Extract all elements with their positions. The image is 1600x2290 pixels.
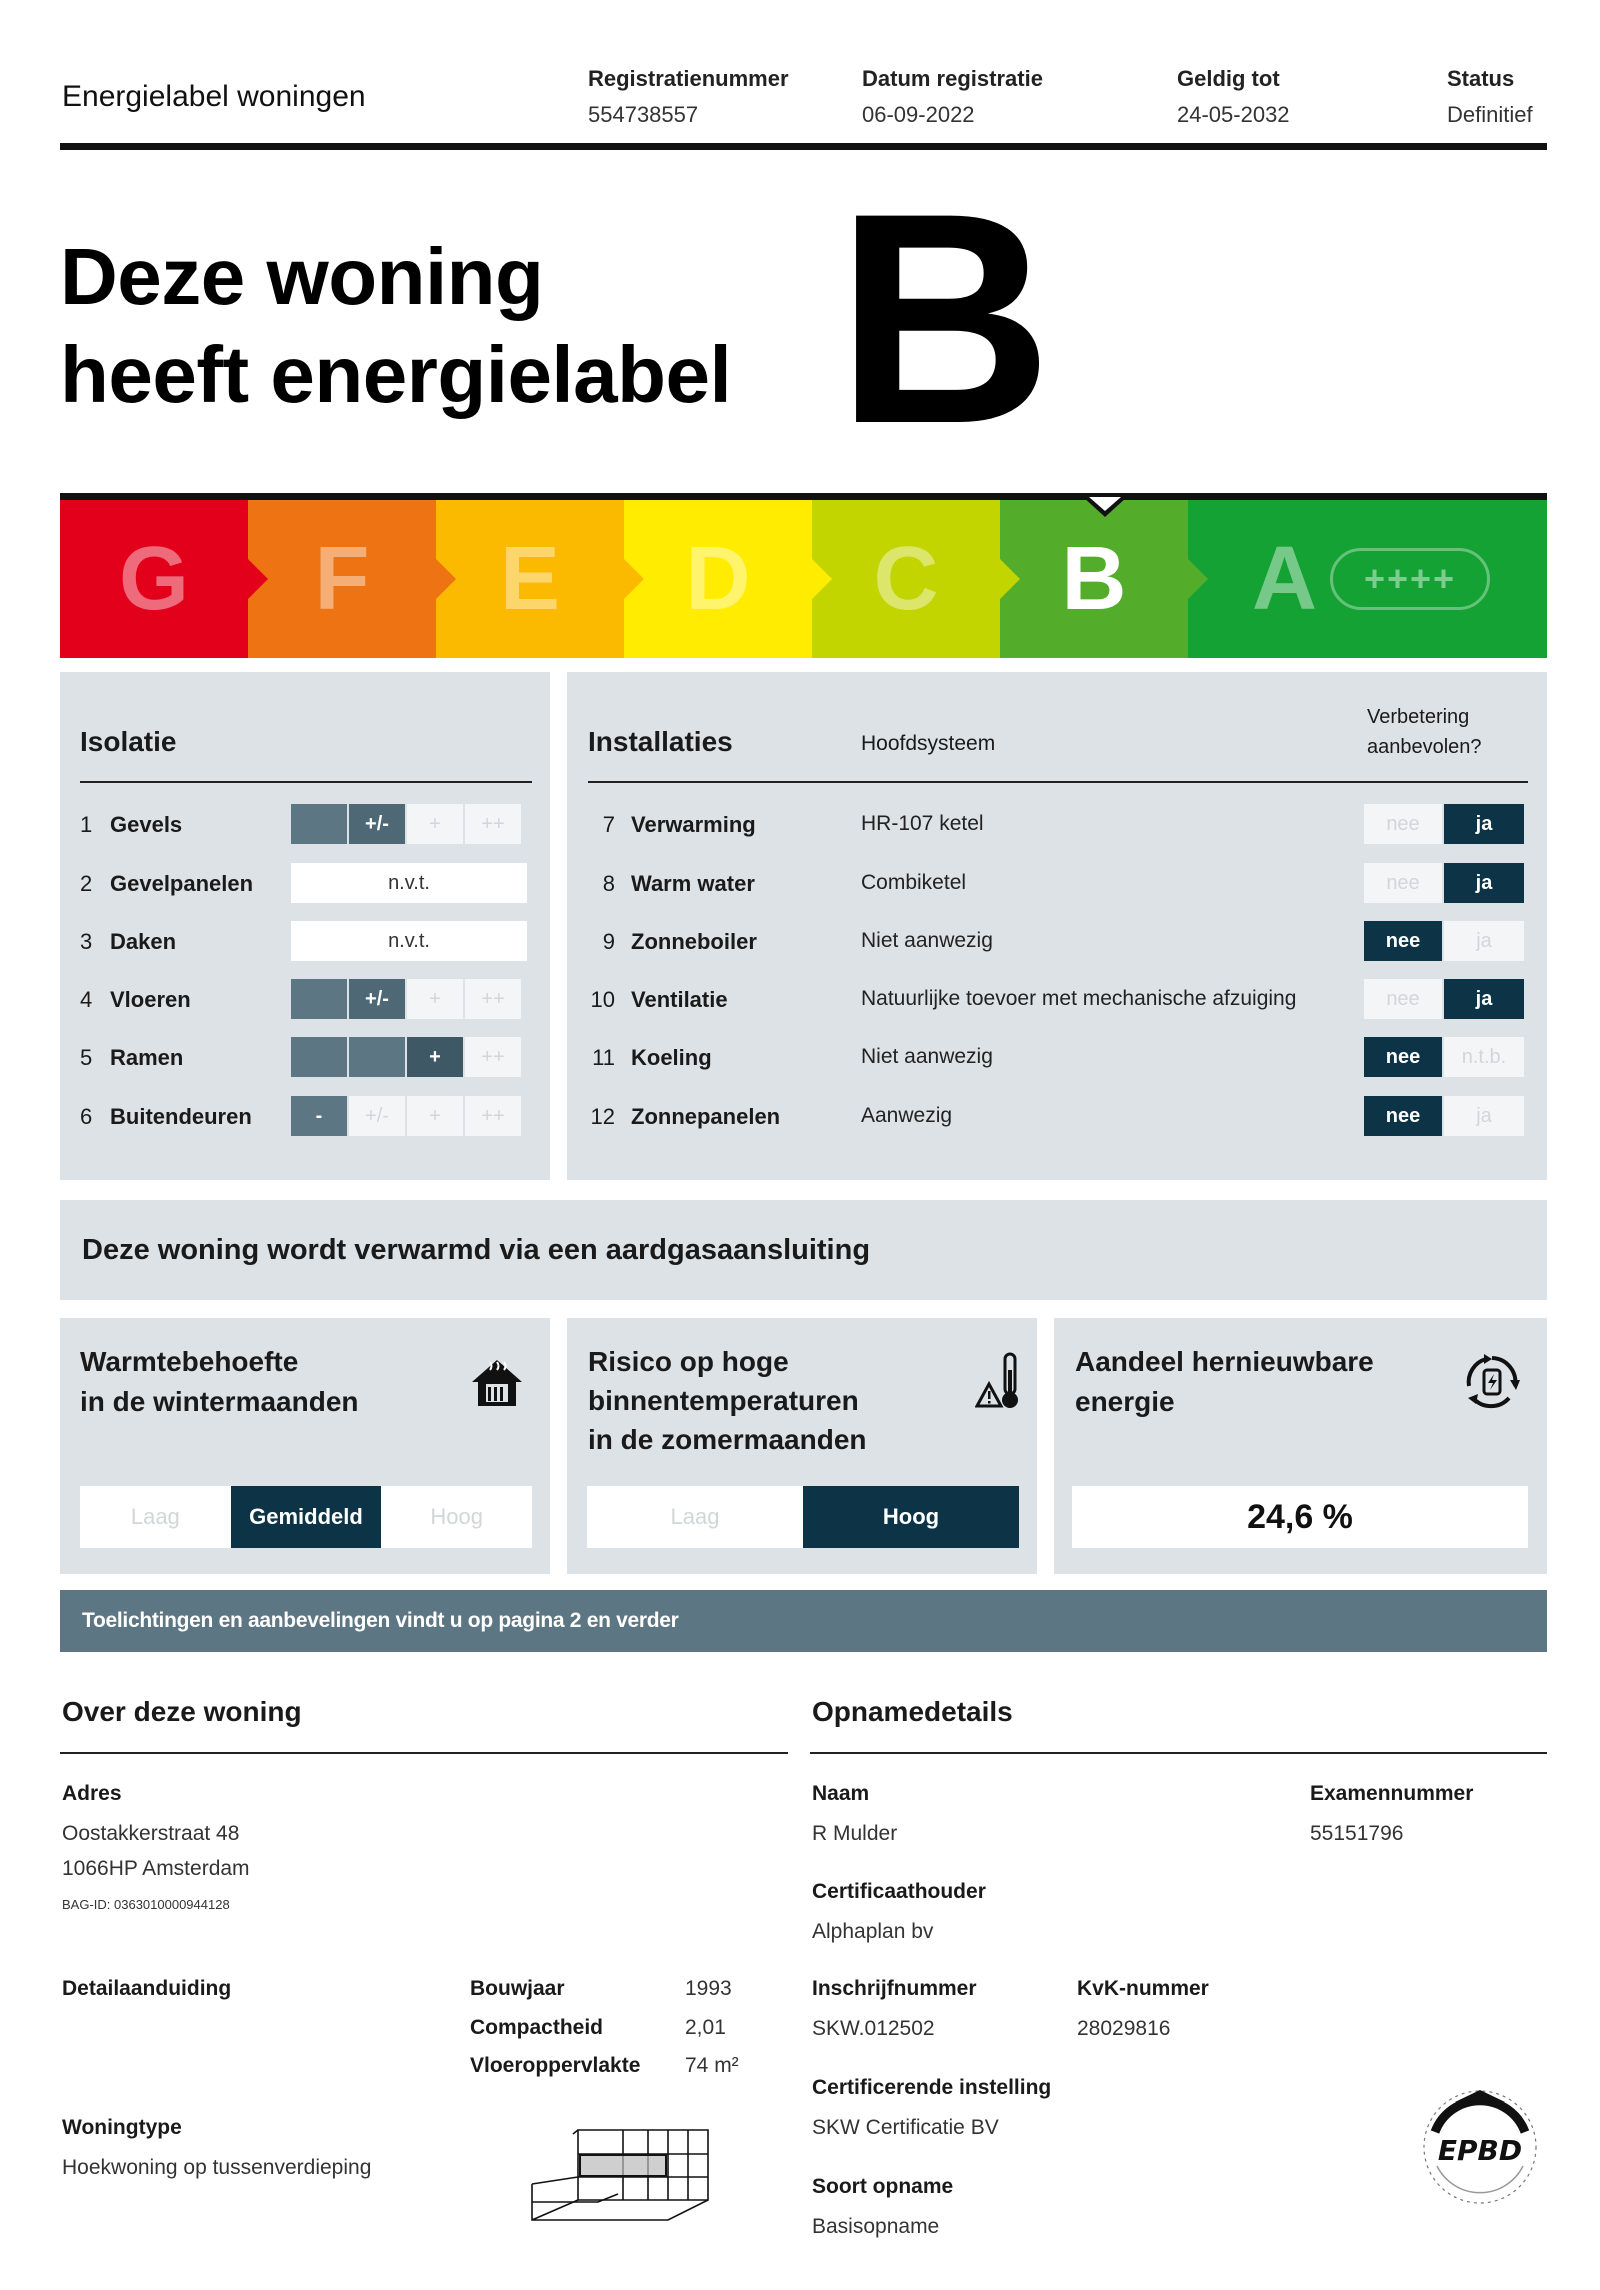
- installatie-row-number: 9: [602, 929, 615, 954]
- risico-panel: [567, 1318, 1037, 1574]
- selector-option-gemiddeld: Gemiddeld: [231, 1486, 382, 1548]
- scale-letter-a: A: [1252, 528, 1317, 629]
- scale-arrow: [1188, 559, 1208, 599]
- house-heating-icon: [468, 1354, 526, 1412]
- installatie-row-number: 8: [602, 871, 615, 896]
- warmte-title-line-2: in de wintermaanden: [80, 1386, 359, 1417]
- verbetering-header-line-2: aanbevolen?: [1367, 736, 1482, 758]
- isolatie-row-name: Ramen: [110, 1045, 184, 1070]
- installatie-row-number: 11: [592, 1045, 615, 1070]
- inschrijfnummer-label: Inschrijfnummer: [812, 1977, 977, 2000]
- scale-letter-g: G: [118, 528, 189, 629]
- scale-letter-b: B: [1061, 528, 1127, 629]
- scale-class-d: [624, 500, 812, 658]
- isolatie-value-cell: n.v.t.: [291, 921, 527, 961]
- geldig-label: Geldig tot: [1177, 66, 1280, 91]
- isolatie-rating-cell: ++: [465, 804, 521, 844]
- datum-value: 06-09-2022: [862, 102, 975, 127]
- warmte-title: [80, 1342, 359, 1422]
- isolatie-rating-cell: ++: [465, 1037, 521, 1077]
- bag-id: BAG-ID: 0363010000944128: [62, 1897, 230, 1912]
- detail-label: Detailaanduiding: [62, 1977, 232, 2000]
- installaties-divider: [588, 781, 1528, 783]
- isolatie-row-name: Buitendeuren: [110, 1104, 252, 1129]
- active-class-marker-inner: [1089, 497, 1121, 511]
- document-title: Energielabel woningen: [62, 80, 366, 113]
- selector-option-laag: Laag: [587, 1486, 803, 1548]
- scale-arrow: [624, 559, 644, 599]
- scale-class-b: [1000, 500, 1188, 658]
- hero-line-1: Deze woning: [60, 232, 544, 321]
- installaties-title: Installaties: [588, 726, 733, 757]
- isolatie-row-number: 4: [80, 987, 93, 1012]
- registratienummer-label: Registratienummer: [588, 66, 789, 91]
- info-bar: Toelichtingen en aanbevelingen vindt u op pagina 2 en verder: [60, 1590, 1547, 1652]
- isolatie-row-name: Gevelpanelen: [110, 871, 254, 896]
- epbd-logo: [1415, 2082, 1545, 2212]
- isolatie-rating-cell: [291, 979, 347, 1019]
- instelling-value: SKW Certificatie BV: [812, 2116, 999, 2139]
- isolatie-panel: [60, 672, 550, 1180]
- isolatie-rating-cell: [291, 1037, 347, 1077]
- certificaathouder-label: Certificaathouder: [812, 1880, 986, 1903]
- isolatie-title: Isolatie: [80, 726, 177, 757]
- inschrijfnummer-value: SKW.012502: [812, 2017, 935, 2040]
- verbetering-nee-cell: nee: [1364, 1096, 1442, 1136]
- isolatie-rating-cell: +: [407, 804, 463, 844]
- kvk-value: 28029816: [1077, 2017, 1171, 2040]
- verbetering-nee-cell: nee: [1364, 1037, 1442, 1077]
- hernieuwbaar-value: 24,6 %: [1072, 1486, 1528, 1548]
- selector-option-laag: Laag: [80, 1486, 231, 1548]
- status-label: Status: [1447, 66, 1515, 91]
- scale-letter-e: E: [499, 528, 561, 629]
- installatie-hoofdsysteem: Natuurlijke toevoer met mechanische afzuiging: [861, 987, 1297, 1010]
- verbetering-nee-cell: nee: [1364, 921, 1442, 961]
- energy-label-letter: B: [836, 150, 1053, 486]
- scale-class-e: [436, 500, 624, 658]
- scale-arrow: [812, 559, 832, 599]
- isolatie-rating-cell: +/-: [349, 804, 405, 844]
- installatie-row-name: Warm water: [631, 871, 755, 896]
- verbetering-ja-cell: ja: [1444, 1096, 1524, 1136]
- isolatie-rating-cell: [349, 1037, 405, 1077]
- datum-field: [862, 66, 1043, 128]
- isolatie-row-number: 1: [80, 812, 93, 837]
- verbetering-ja-cell: ja: [1444, 804, 1524, 844]
- installatie-hoofdsysteem: Aanwezig: [861, 1104, 953, 1127]
- compactheid-value: 2,01: [685, 2016, 726, 2039]
- soort-opname-label: Soort opname: [812, 2175, 954, 2198]
- registratienummer-value: 554738557: [588, 102, 699, 127]
- header-divider: [60, 143, 1547, 150]
- woningtype-label: Woningtype: [62, 2116, 182, 2139]
- isolatie-rating-cell: +/-: [349, 979, 405, 1019]
- installatie-row-name: Zonnepanelen: [631, 1104, 781, 1129]
- instelling-label: Certificerende instelling: [812, 2076, 1052, 2099]
- isolatie-row-number: 2: [80, 871, 93, 896]
- status-value: Definitief: [1447, 102, 1533, 127]
- scale-arrow: [436, 559, 456, 599]
- isolatie-rating-cell: -: [291, 1096, 347, 1136]
- isolatie-rating-cell: [291, 804, 347, 844]
- energy-scale: [60, 500, 1547, 658]
- risico-title-line-2: binnentemperaturen: [588, 1385, 859, 1416]
- renewable-energy-icon: [1460, 1350, 1524, 1414]
- bouwjaar-label: Bouwjaar: [470, 1977, 565, 2000]
- hoofdsysteem-header: Hoofdsysteem: [861, 732, 996, 755]
- isolatie-value-cell: n.v.t.: [291, 863, 527, 903]
- adres-line-1: Oostakkerstraat 48: [62, 1822, 240, 1845]
- opname-section-title: Opnamedetails: [812, 1696, 1013, 1727]
- verbetering-header-line-1: Verbetering: [1367, 706, 1470, 728]
- risico-title-line-1: Risico op hoge: [588, 1346, 789, 1377]
- examennummer-label: Examennummer: [1310, 1782, 1474, 1805]
- scale-letter-d: D: [685, 528, 751, 629]
- scale-class-c: [812, 500, 1000, 658]
- thermometer-warning-icon: [975, 1350, 1023, 1414]
- opname-divider: [810, 1752, 1547, 1754]
- installatie-row-name: Koeling: [631, 1045, 712, 1070]
- scale-arrow: [1000, 559, 1020, 599]
- heating-banner: Deze woning wordt verwarmd via een aardgasaansluiting: [60, 1200, 1547, 1300]
- isolatie-row-number: 6: [80, 1104, 93, 1129]
- installaties-panel: [567, 672, 1547, 1180]
- verbetering-ja-cell: ja: [1444, 863, 1524, 903]
- adres-label: Adres: [62, 1782, 122, 1805]
- installatie-row-number: 10: [590, 987, 615, 1012]
- selector-option-hoog: Hoog: [381, 1486, 532, 1548]
- hernieuwbaar-panel: [1054, 1318, 1547, 1574]
- soort-opname-value: Basisopname: [812, 2215, 940, 2238]
- woningtype-value: Hoekwoning op tussenverdieping: [62, 2156, 372, 2179]
- verbetering-ja-cell: ja: [1444, 921, 1524, 961]
- scale-class-f: [248, 500, 436, 658]
- verbetering-header: [1367, 702, 1482, 762]
- installatie-row-name: Ventilatie: [631, 987, 728, 1012]
- installatie-row-number: 12: [590, 1104, 615, 1129]
- isolatie-row-name: Vloeren: [110, 987, 191, 1012]
- compactheid-label: Compactheid: [470, 2016, 604, 2039]
- isolatie-rating-cell: +/-: [349, 1096, 405, 1136]
- status-field: [1447, 66, 1533, 128]
- selector-option-hoog: Hoog: [803, 1486, 1019, 1548]
- woning-section-title: Over deze woning: [62, 1696, 302, 1727]
- datum-label: Datum registratie: [862, 66, 1043, 91]
- examennummer-value: 55151796: [1310, 1822, 1404, 1845]
- installatie-hoofdsysteem: Combiketel: [861, 871, 967, 894]
- isolatie-rating-cell: ++: [465, 979, 521, 1019]
- scale-arrow: [248, 559, 268, 599]
- isolatie-row-name: Gevels: [110, 812, 183, 837]
- verbetering-nee-cell: nee: [1364, 804, 1442, 844]
- scale-top-rule: [60, 493, 1547, 500]
- isolatie-rating-cell: +: [407, 1096, 463, 1136]
- kvk-label: KvK-nummer: [1077, 1977, 1209, 2000]
- warmte-title-line-1: Warmtebehoefte: [80, 1346, 299, 1377]
- warmte-panel: [60, 1318, 550, 1574]
- verbetering-ja-cell: n.t.b.: [1444, 1037, 1524, 1077]
- hero-heading: [60, 228, 731, 424]
- registratienummer-field: [588, 66, 789, 128]
- installatie-row-number: 7: [602, 812, 615, 837]
- woning-divider: [60, 1752, 788, 1754]
- installatie-row-name: Zonneboiler: [631, 929, 757, 954]
- installatie-hoofdsysteem: HR-107 ketel: [861, 812, 984, 835]
- risico-title: [588, 1342, 867, 1459]
- naam-label: Naam: [812, 1782, 870, 1805]
- bouwjaar-value: 1993: [685, 1977, 732, 2000]
- isolatie-row-name: Daken: [110, 929, 177, 954]
- isolatie-rating-cell: +: [407, 979, 463, 1019]
- scale-letter-f: F: [314, 528, 370, 629]
- isolatie-rating-cell: ++: [465, 1096, 521, 1136]
- vloeroppervlakte-value: 74 m²: [685, 2054, 739, 2077]
- isolatie-divider: [80, 781, 532, 783]
- isolatie-row-number: 3: [80, 929, 93, 954]
- installatie-hoofdsysteem: Niet aanwezig: [861, 1045, 993, 1068]
- scale-class-g: [60, 500, 248, 658]
- hernieuwbaar-title: [1075, 1342, 1374, 1422]
- adres-line-2: 1066HP Amsterdam: [62, 1857, 250, 1880]
- geldig-field: [1177, 66, 1290, 128]
- verbetering-nee-cell: nee: [1364, 863, 1442, 903]
- a-plus-pill: ++++: [1330, 548, 1490, 610]
- isolatie-rating-cell: +: [407, 1037, 463, 1077]
- installatie-hoofdsysteem: Niet aanwezig: [861, 929, 993, 952]
- woningtype-diagram: [528, 2122, 718, 2222]
- naam-value: R Mulder: [812, 1822, 898, 1845]
- hernieuwbaar-title-line-2: energie: [1075, 1386, 1175, 1417]
- certificaathouder-value: Alphaplan bv: [812, 1920, 934, 1943]
- scale-letter-c: C: [873, 528, 939, 629]
- hernieuwbaar-title-line-1: Aandeel hernieuwbare: [1075, 1346, 1374, 1377]
- geldig-value: 24-05-2032: [1177, 102, 1290, 127]
- risico-title-line-3: in de zomermaanden: [588, 1424, 867, 1455]
- vloeroppervlakte-label: Vloeroppervlakte: [470, 2054, 641, 2077]
- hero-line-2: heeft energielabel: [60, 330, 732, 419]
- verbetering-nee-cell: nee: [1364, 979, 1442, 1019]
- verbetering-ja-cell: ja: [1444, 979, 1524, 1019]
- epbd-logo-text: EPBD: [1437, 2134, 1523, 2167]
- isolatie-row-number: 5: [80, 1045, 93, 1070]
- installatie-row-name: Verwarming: [631, 812, 756, 837]
